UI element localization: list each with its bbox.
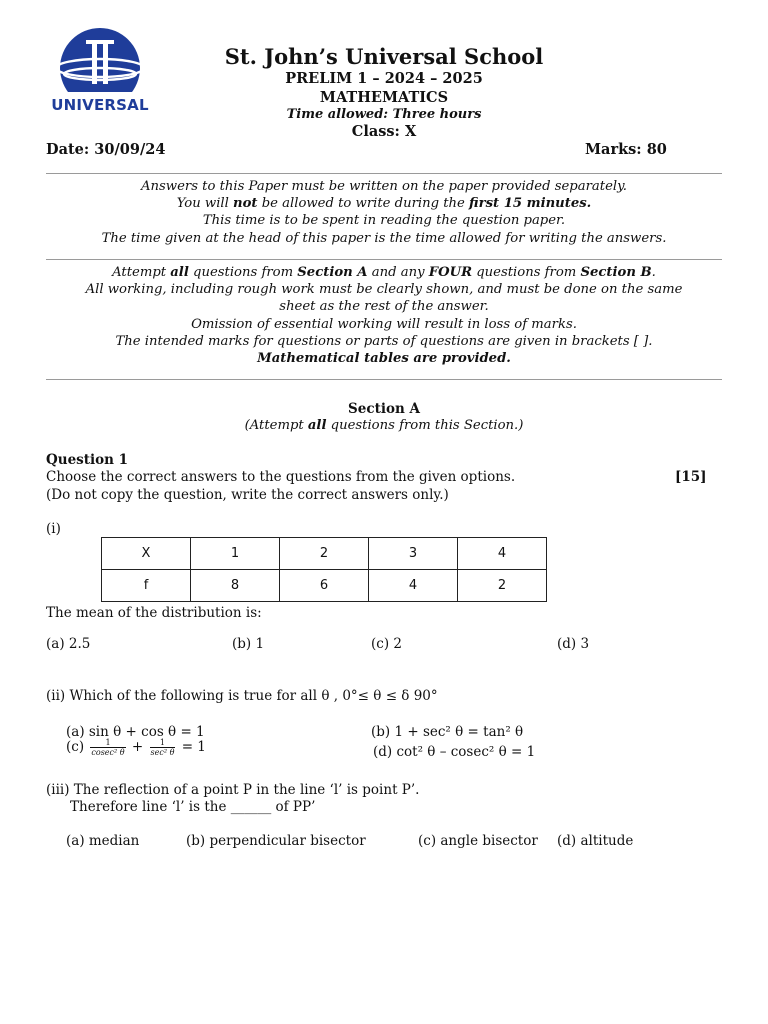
instruction-line: The intended marks for questions or parts of questions are given in brackets [ ]. <box>115 333 653 349</box>
option-a: (a) sin θ + cos θ = 1 <box>66 724 205 740</box>
exam-title: PRELIM 1 – 2024 – 2025 <box>285 70 483 87</box>
table-cell: f <box>102 570 191 602</box>
option-c: (c) angle bisector <box>418 833 538 849</box>
question-text: (iii) The reflection of a point P in the line ‘l’ is point P’. <box>46 782 420 798</box>
question-marks: [15] <box>675 469 707 485</box>
option-b: (b) 1 + sec² θ = tan² θ <box>371 724 524 740</box>
logo-text: UNIVERSAL <box>51 96 149 114</box>
option-b: (b) 1 <box>232 636 265 652</box>
table-cell: 4 <box>369 570 458 602</box>
table-cell: 4 <box>458 538 547 570</box>
instruction-line: Attempt all questions from Section A and any FOUR questions from Section B. <box>112 265 656 280</box>
fraction: $\frac{1}{\text{sec² θ}}$ <box>150 738 175 757</box>
subquestion-label: (i) <box>46 521 61 537</box>
instruction-line: sheet as the rest of the answer. <box>279 299 489 315</box>
option-a: (a) median <box>66 833 140 849</box>
table-row <box>102 570 547 602</box>
option-b: (b) perpendicular bisector <box>186 833 366 849</box>
exam-date: Date: 30/09/24 <box>46 141 166 158</box>
section-title: Section A <box>348 401 420 417</box>
section-subtitle: (Attempt all questions from this Section.) <box>244 418 524 433</box>
divider-1 <box>46 173 722 174</box>
table-cell: 3 <box>369 538 458 570</box>
instruction-line: Omission of essential working will result in loss of marks. <box>191 316 577 332</box>
subject-title: MATHEMATICS <box>319 89 449 106</box>
option-c: (c) 2 <box>371 636 402 652</box>
distribution-table <box>101 537 547 602</box>
notice-line: This time is to be spent in reading the question paper. <box>202 213 566 229</box>
time-allowed: Time allowed: Three hours <box>286 107 482 122</box>
option-d: (d) cot² θ – cosec² θ = 1 <box>373 744 536 760</box>
table-cell: 6 <box>280 570 369 602</box>
reading-time-notice <box>46 178 722 247</box>
table-cell: X <box>102 538 191 570</box>
total-marks: Marks: 80 <box>585 141 667 158</box>
question-text: Therefore line ‘l’ is the ______ of PP’ <box>70 799 316 815</box>
option-d: (d) altitude <box>557 833 634 849</box>
divider-3 <box>46 379 722 380</box>
question-title: Question 1 <box>46 452 129 468</box>
notice-line: Answers to this Paper must be written on the paper provided separately. <box>141 179 627 194</box>
divider-2 <box>46 259 722 260</box>
option-c: (c) $\frac{1}{\text{cosec² θ}}$ + $\frac{1}{\text{sec² θ}}$ = 1 <box>66 738 206 757</box>
school-name: St. John’s Universal School <box>224 44 544 69</box>
table-row <box>102 538 547 570</box>
question-instruction: Choose the correct answers to the questions from the given options. <box>46 469 516 485</box>
notice-line: The time given at the head of this paper is the time allowed for writing the answers. <box>101 230 667 246</box>
class-label: Class: X <box>351 123 417 140</box>
fraction: $\frac{1}{\text{cosec² θ}}$ <box>91 738 125 757</box>
instructions-notice <box>46 264 722 367</box>
question-note: (Do not copy the question, write the correct answers only.) <box>46 487 449 503</box>
notice-line: You will not be allowed to write during the first 15 minutes. <box>176 196 592 212</box>
table-cell: 8 <box>191 570 280 602</box>
instruction-line: All working, including rough work must be clearly shown, and must be done on the same <box>85 282 683 298</box>
table-cell: 2 <box>458 570 547 602</box>
option-d: (d) 3 <box>557 636 590 652</box>
instruction-line: Mathematical tables are provided. <box>257 351 511 367</box>
table-cell: 2 <box>280 538 369 570</box>
table-cell: 1 <box>191 538 280 570</box>
question-text: (ii) Which of the following is true for all θ , 0°≤ θ ≤ δ 90° <box>46 688 438 704</box>
option-a: (a) 2.5 <box>46 636 91 652</box>
question-prompt: The mean of the distribution is: <box>46 605 262 621</box>
